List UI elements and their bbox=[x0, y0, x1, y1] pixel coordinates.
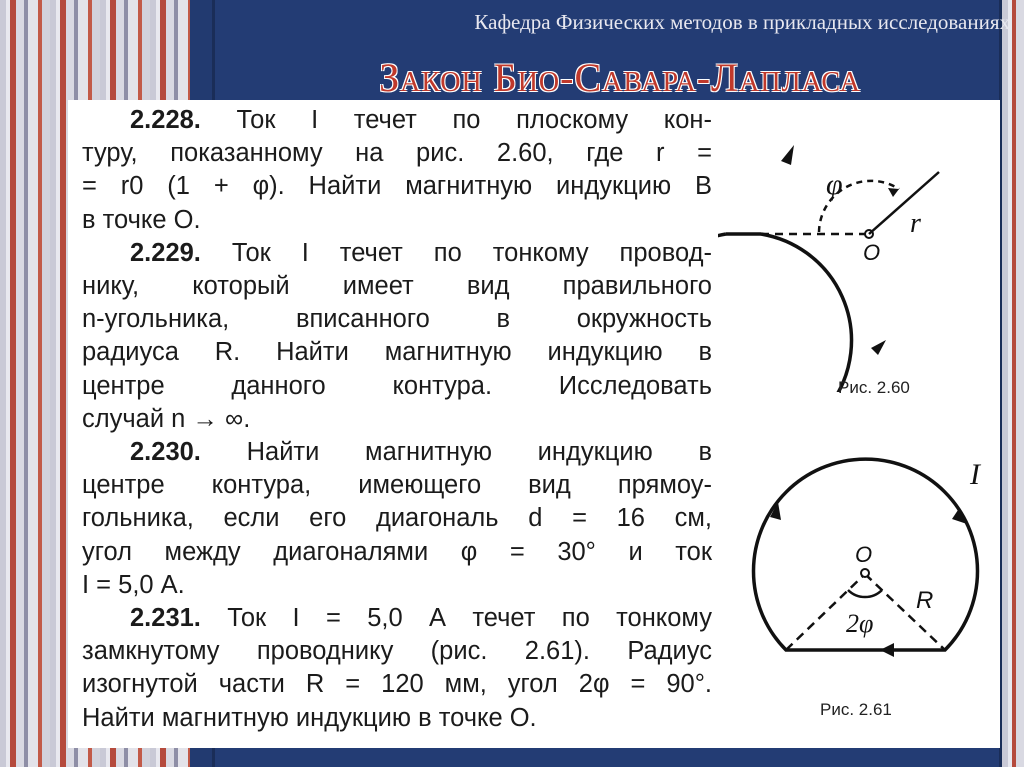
problem-2-231 bbox=[82, 602, 712, 735]
problem-line: Ток I = 5,0 А течет по тонкому bbox=[227, 604, 712, 633]
figure-2-61-diagram bbox=[738, 452, 998, 692]
r-label: r bbox=[910, 208, 921, 239]
problem-number: 2.231. bbox=[130, 604, 201, 633]
problem-line: n-угольника, вписанного в окружность bbox=[82, 305, 712, 334]
problem-line: = r0 (1 + φ). Найти магнитную индукцию B bbox=[82, 172, 712, 201]
problem-line: замкнутому проводнику (рис. 2.61). Радиус bbox=[82, 637, 712, 666]
o-label: O bbox=[855, 542, 873, 567]
problem-number: 2.230. bbox=[130, 438, 201, 467]
problem-sheet bbox=[68, 100, 1000, 748]
slide-title: Закон Био-Савара-Лапласа bbox=[379, 55, 861, 100]
problem-number: 2.229. bbox=[130, 238, 201, 267]
problem-line: Ток I течет по плоскому кон- bbox=[236, 106, 713, 134]
problem-line: нику, который имеет вид правильного bbox=[82, 272, 712, 301]
problem-line: Найти магнитную индукцию в bbox=[246, 438, 712, 467]
problem-line: в точке O. bbox=[82, 205, 201, 234]
problem-line: I = 5,0 А. bbox=[82, 570, 185, 599]
problem-line: изогнутой части R = 120 мм, угол 2φ = 90°. bbox=[82, 670, 712, 699]
current-label: I bbox=[970, 458, 980, 491]
problem-2-230 bbox=[82, 436, 712, 602]
o-label: O bbox=[863, 240, 881, 265]
figure-2-60-diagram bbox=[718, 122, 998, 392]
figure-caption: Рис. 2.60 bbox=[838, 378, 910, 397]
spiral-arc bbox=[718, 234, 852, 392]
problem-line: радиуса R. Найти магнитную индукцию в bbox=[82, 338, 712, 367]
angle-arc bbox=[848, 590, 882, 597]
problem-line: центре данного контура. Исследовать bbox=[82, 371, 712, 400]
problem-line: гольника, если его диагональ d = 16 см, bbox=[82, 504, 712, 533]
phi-label: φ bbox=[826, 168, 843, 201]
center-point bbox=[861, 569, 869, 577]
problem-2-229 bbox=[82, 237, 712, 436]
figure-caption: Рис. 2.61 bbox=[820, 700, 892, 719]
problem-line: угол между диагоналями φ = 30° и ток bbox=[82, 537, 712, 566]
problem-line: Найти магнитную индукцию в точке O. bbox=[82, 703, 537, 732]
r-label: R bbox=[916, 587, 934, 614]
problem-line: туру, показанному на рис. 2.60, где r = bbox=[82, 139, 712, 168]
problem-line: Ток I течет по тонкому провод- bbox=[231, 238, 712, 267]
problem-2-228 bbox=[82, 104, 712, 237]
problem-number: 2.228. bbox=[130, 106, 201, 134]
current-arrow-upper bbox=[781, 145, 794, 165]
problem-text bbox=[82, 104, 712, 735]
problem-line: случай n → ∞. bbox=[82, 404, 251, 433]
two-phi-label: 2φ bbox=[846, 609, 874, 638]
current-arrow-bottom bbox=[880, 643, 894, 657]
angle-arrow bbox=[888, 188, 899, 197]
current-arrow-lower bbox=[871, 340, 886, 355]
problem-line: центре контура, имеющего вид прямоу- bbox=[82, 471, 712, 500]
department-header: Кафедра Физических методов в прикладных исследованиях bbox=[474, 10, 1010, 34]
decorative-stripes-right bbox=[1002, 0, 1024, 767]
